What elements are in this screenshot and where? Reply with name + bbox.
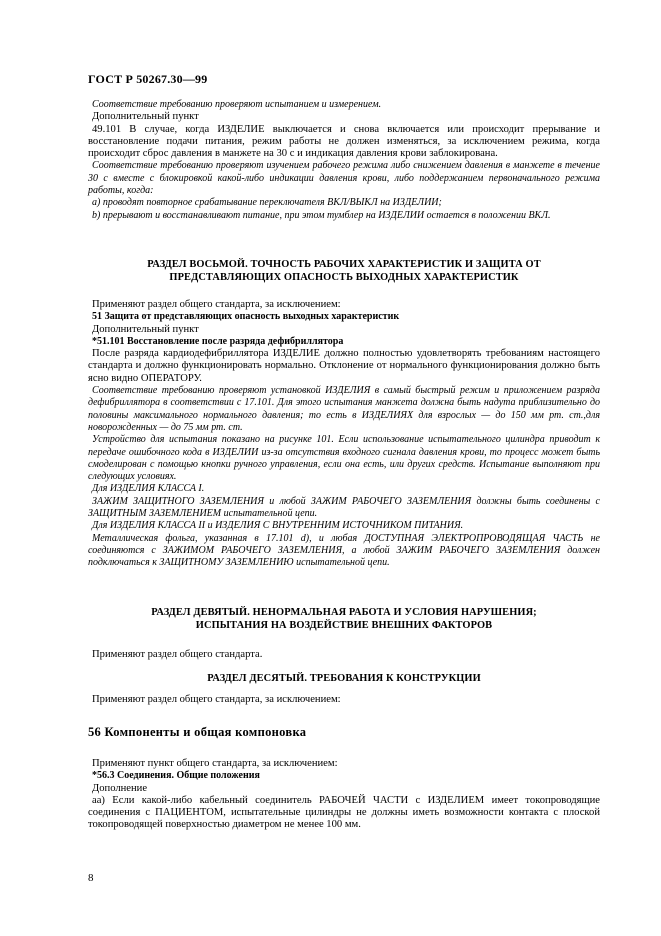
clause-heading: 51 Защита от представляющих опасность выходных характеристик (92, 311, 400, 323)
paragraph: Устройство для испытания показано на рисунке 101. Если использование испытательного цилиндра приводит к передаче ошибочного кода в ИЗДЕЛИИ из-за отсутствия входного сигнала давления крови, то процесс может быть смоделирован с помощью кнопки ручного управления, если она есть, или других средств. Испытание выполняют при следующих условиях. (88, 434, 600, 483)
paragraph: ЗАЖИМ ЗАЩИТНОГО ЗАЗЕМЛЕНИЯ и любой ЗАЖИМ РАБОЧЕГО ЗАЗЕМЛЕНИЯ должны быть соединены с ЗАЩИТНЫМ ЗАЗЕМЛЕНИЕМ испытательной цепи. (88, 495, 600, 520)
section-9-heading (88, 606, 600, 632)
paragraph: Дополнительный пункт (92, 323, 199, 335)
page-number: 8 (88, 872, 94, 884)
section-8-heading (88, 258, 600, 284)
paragraph: Металлическая фольга, указанная в 17.101 d), и любая ДОСТУПНАЯ ЭЛЕКТРОПРОВОДЯЩАЯ ЧАСТЬ не соединяются с ЗАЖИМОМ РАБОЧЕГО ЗАЗЕМЛЕНИЯ, а любой ЗАЖИМ РАБОЧЕГО ЗАЗЕМЛЕНИЯ должен подключаться к ЗАЩИТНОМУ ЗАЗЕМЛЕНИЮ испытательной цепи. (88, 532, 600, 569)
section-heading-line: РАЗДЕЛ ДЕСЯТЫЙ. ТРЕБОВАНИЯ К КОНСТРУКЦИИ (207, 673, 481, 684)
section-heading-line: РАЗДЕЛ ДЕВЯТЫЙ. НЕНОРМАЛЬНАЯ РАБОТА И УСЛОВИЯ НАРУШЕНИЯ; (151, 607, 537, 618)
paragraph: Дополнение (92, 782, 148, 794)
text-block-49 (88, 99, 600, 222)
text-block-s9 (88, 649, 600, 661)
section-10-heading (88, 672, 600, 685)
paragraph: Соответствие требованию проверяют изучением рабочего режима либо снижением давления в манжете в течение 30 с вместе с блокировкой какой-либо индикации давления крови, либо поддержанием первоначального режима работы, когда: (88, 160, 600, 197)
paragraph: Дополнительный пункт (92, 111, 199, 123)
section-heading-line: РАЗДЕЛ ВОСЬМОЙ. ТОЧНОСТЬ РАБОЧИХ ХАРАКТЕРИСТИК И ЗАЩИТА ОТ (147, 259, 541, 270)
paragraph: Для ИЗДЕЛИЯ КЛАССА II и ИЗДЕЛИЯ С ВНУТРЕННИМ ИСТОЧНИКОМ ПИТАНИЯ. (92, 520, 464, 532)
paragraph: Применяют раздел общего стандарта. (92, 649, 263, 660)
standard-header: ГОСТ Р 50267.30—99 (88, 72, 208, 86)
text-block-51 (88, 299, 600, 570)
paragraph: 49.101 В случае, когда ИЗДЕЛИЕ выключается и снова включается или происходит прерывание и восстановление подачи питания, режим работы не должен изменяться, за исключением режима, когда происходит сброс давления в манжете на 30 с и индикация давления крови заблокирована. (88, 123, 600, 160)
clause-heading: *56.3 Соединения. Общие положения (92, 770, 260, 782)
paragraph: Применяют раздел общего стандарта, за исключением: (92, 299, 341, 310)
paragraph: Для ИЗДЕЛИЯ КЛАССА I. (92, 483, 205, 495)
paragraph: После разряда кардиодефибриллятора ИЗДЕЛИЕ должно полностью удовлетворять требованиям настоящего стандарта и должно функционировать нормально. Отклонение от нормального функционирования должно быть ясно видно ОПЕРАТОРУ. (88, 348, 600, 384)
heading-56: 56 Компоненты и общая компоновка (88, 725, 307, 739)
clause-heading: *51.101 Восстановление после разряда дефибриллятора (92, 335, 344, 347)
paragraph: аа) Если какой-либо кабельный соединитель РАБОЧЕЙ ЧАСТИ с ИЗДЕЛИЕМ имеет токопроводящие соединения с ПАЦИЕНТОМ, испытательные цилиндры не должны иметь возможности контакта с плоской токопроводящей поверхностью диаметром не менее 100 мм. (88, 794, 600, 831)
paragraph: Применяют пункт общего стандарта, за исключением: (92, 758, 338, 769)
paragraph: b) прерывают и восстанавливают питание, при этом тумблер на ИЗДЕЛИИ остается в положении ВКЛ. (92, 209, 551, 221)
paragraph: а) проводят повторное срабатывание переключателя ВКЛ/ВЫКЛ на ИЗДЕЛИИ; (92, 197, 442, 209)
paragraph: Соответствие требованию проверяют установкой ИЗДЕЛИЯ в самый быстрый режим и приложением разряда дефибриллятора в соответствии с 17.101. Для этого испытания манжета должна быть надута приблизительно до половины максимального нормального давления; то есть в ИЗДЕЛИЯХ для взрослых — до 150 мм рт. ст.,для новорожденных — до 75 мм рт. ст. (88, 385, 600, 433)
section-heading-line: ИСПЫТАНИЯ НА ВОЗДЕЙСТВИЕ ВНЕШНИХ ФАКТОРОВ (195, 620, 493, 631)
text-block-s10 (88, 694, 600, 706)
paragraph: Применяют раздел общего стандарта, за исключением: (92, 694, 341, 705)
text-block-56 (88, 758, 600, 832)
section-heading-line: ПРЕДСТАВЛЯЮЩИХ ОПАСНОСТЬ ВЫХОДНЫХ ХАРАКТЕРИСТИК (169, 272, 519, 283)
paragraph: Соответствие требованию проверяют испытанием и измерением. (92, 99, 382, 110)
